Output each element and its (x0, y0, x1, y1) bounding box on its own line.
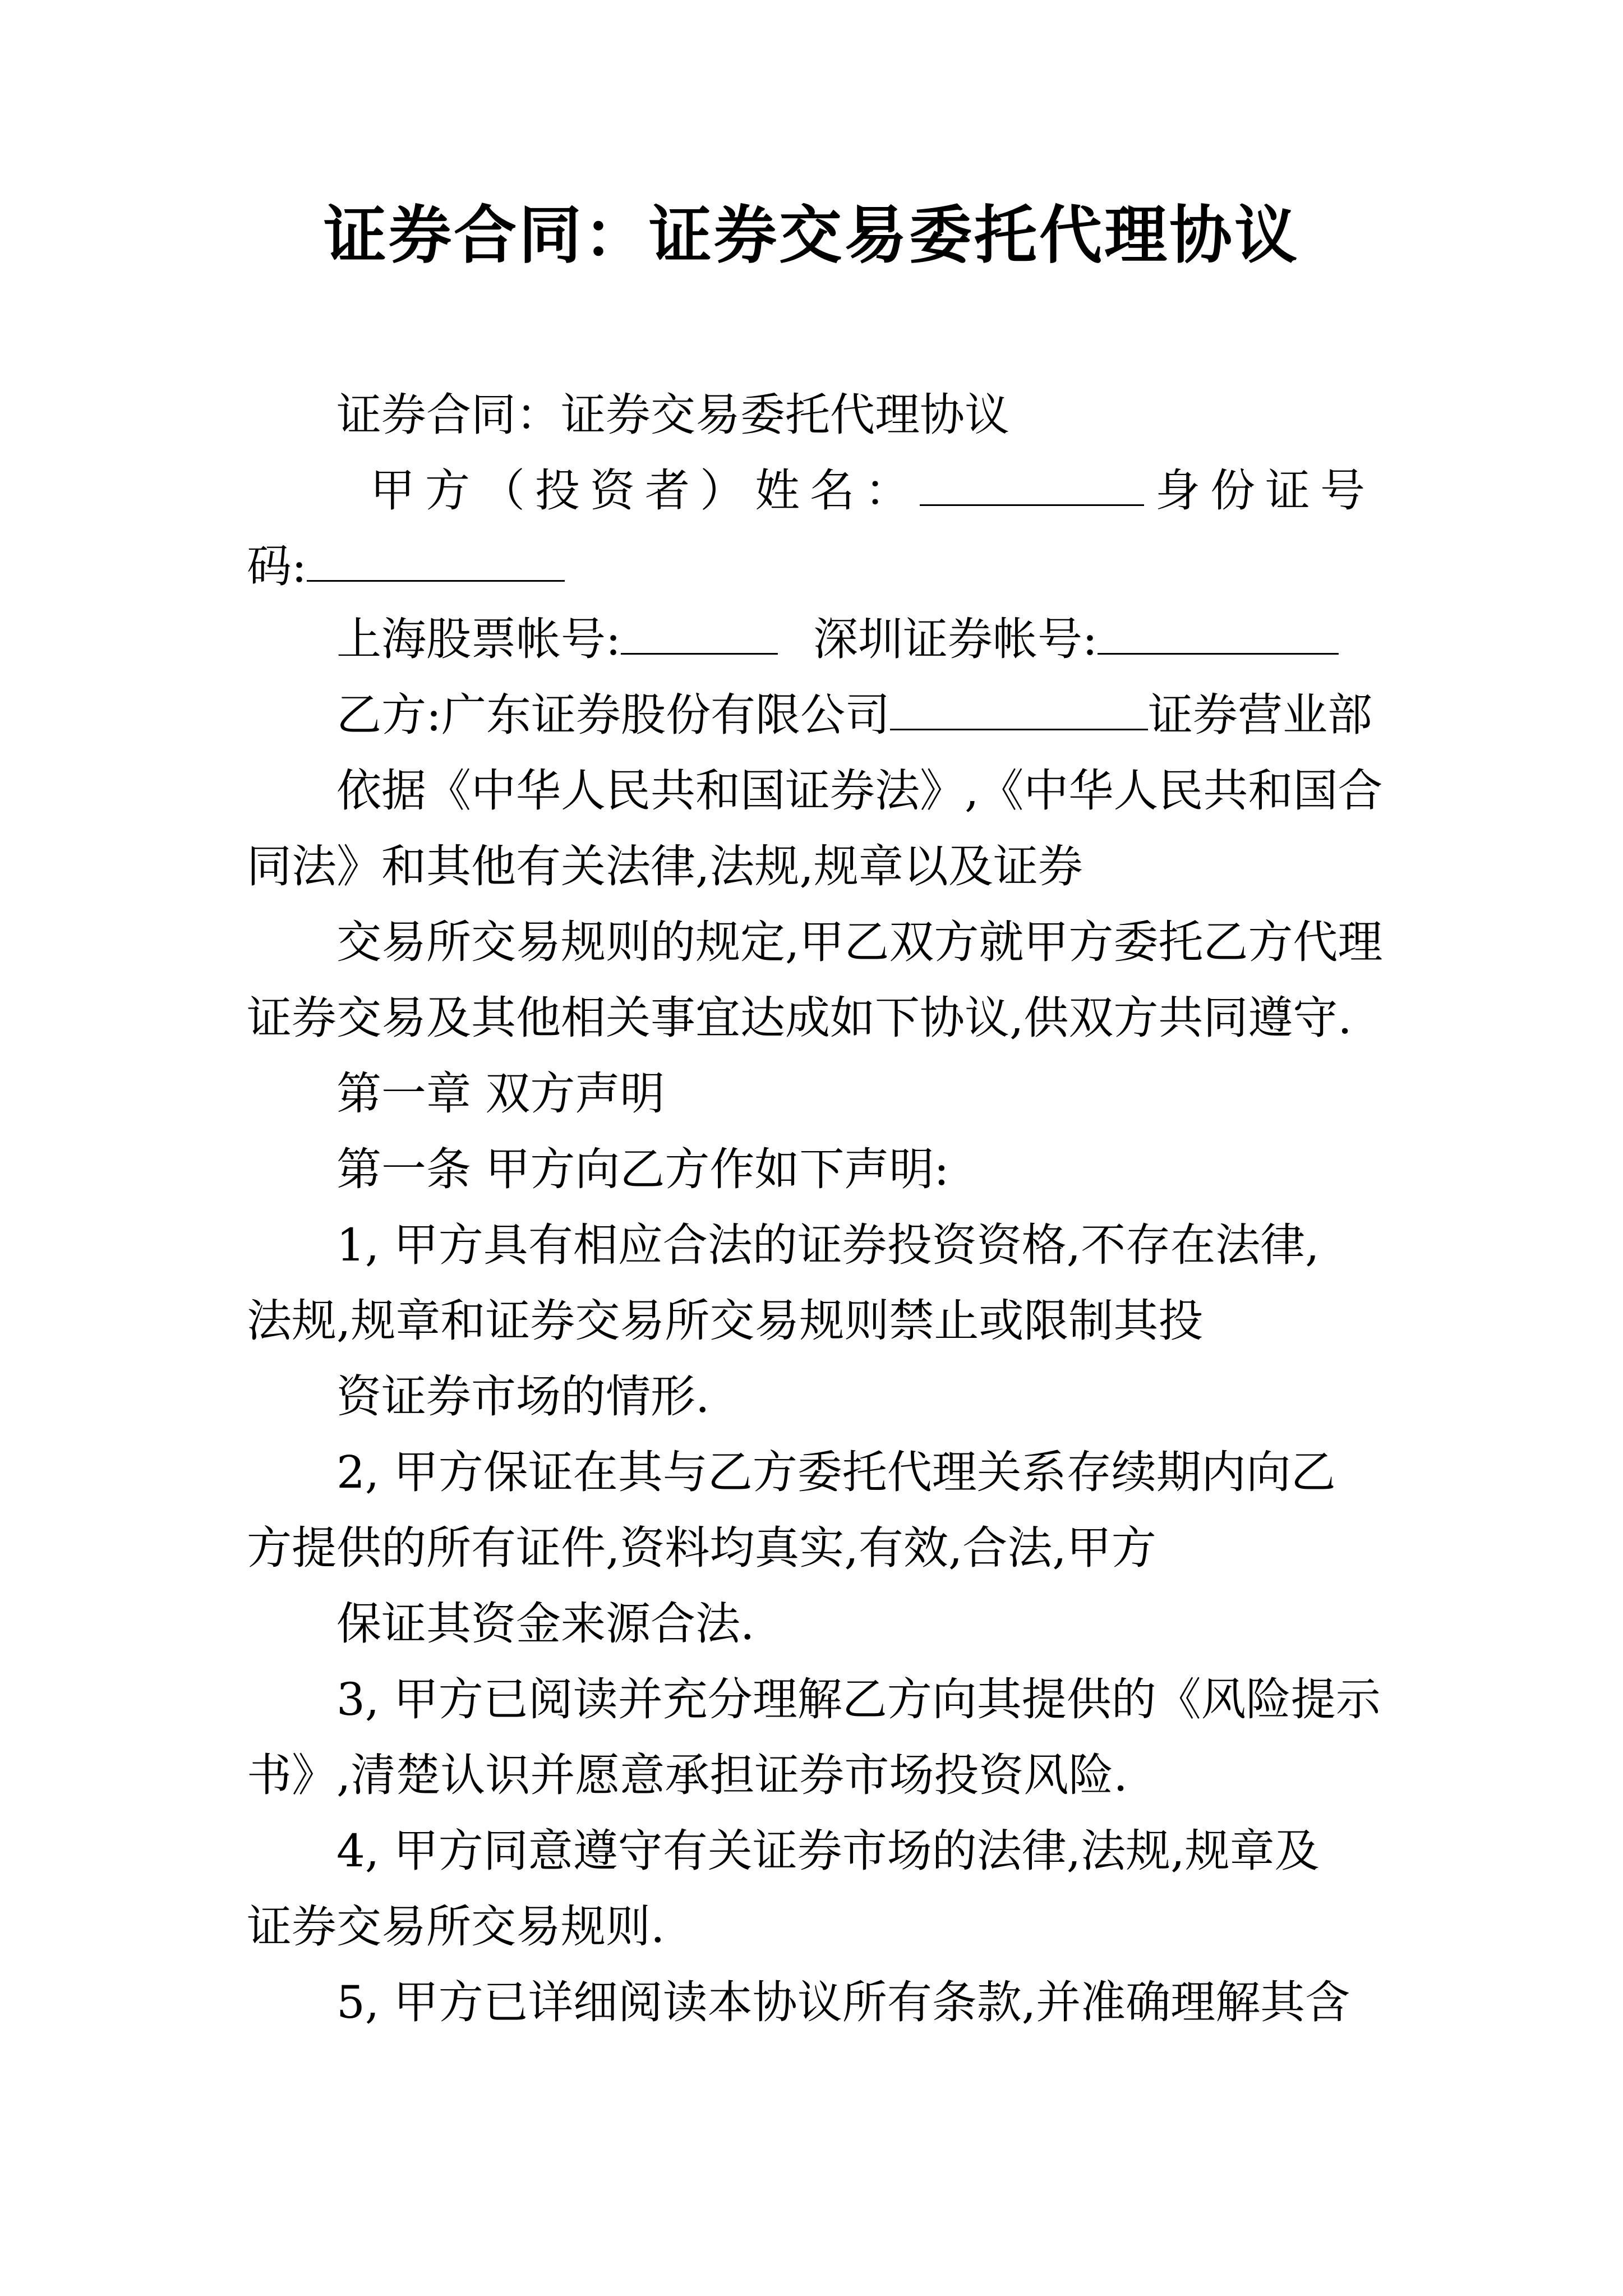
shanghai-account-label: 上海股票帐号: (336, 613, 621, 665)
party-a-name-label: 甲方（投资者）姓名： (370, 464, 920, 517)
clause-line: 证券交易所交易规则. (247, 1901, 665, 1953)
id-number-label: 身份证号 (1155, 464, 1375, 517)
article-heading: 第一条 甲方向乙方作如下声明: (336, 1143, 949, 1195)
clause-line: 资证券市场的情形. (336, 1370, 710, 1423)
party-b-line (336, 684, 1372, 746)
id-number-blank (307, 541, 565, 582)
clause-line: 保证其资金来源合法. (336, 1598, 755, 1650)
subtitle-line: 证券合同：证券交易委托代理协议 (336, 389, 1009, 441)
party-a-name-line (370, 460, 1144, 522)
clause-line: 方提供的所有证件,资料均真实,有效,合法,甲方 (247, 1522, 1156, 1574)
shenzhen-account-label: 深圳证券帐号: (813, 613, 1098, 665)
clause-line: 1, 甲方具有相应合法的证券投资资格,不存在法律, (336, 1219, 1320, 1271)
chapter-heading: 第一章 双方声明 (336, 1068, 665, 1120)
body-line: 交易所交易规则的规定,甲乙双方就甲方委托乙方代理 (336, 916, 1383, 968)
clause-line: 3, 甲方已阅读并充分理解乙方向其提供的《风险提示 (336, 1673, 1381, 1726)
shanghai-account-blank (621, 614, 778, 655)
body-line: 依据《中华人民共和国证券法》,《中华人民共和国合 (336, 765, 1383, 817)
branch-blank (890, 689, 1148, 730)
party-b-label: 乙方:广东证券股份有限公司 (336, 689, 890, 741)
document-title: 证券合同：证券交易委托代理协议 (324, 199, 1299, 272)
clause-line: 2, 甲方保证在其与乙方委托代理关系存续期内向乙 (336, 1446, 1336, 1498)
account-line (336, 609, 778, 670)
shenzhen-account-line (813, 609, 1339, 670)
shenzhen-account-blank (1098, 614, 1339, 655)
body-line: 同法》和其他有关法律,法规,规章以及证券 (247, 840, 1083, 892)
clause-line: 法规,规章和证券交易所交易规则禁止或限制其投 (247, 1295, 1204, 1347)
name-blank (920, 465, 1144, 506)
clause-line: 5, 甲方已详细阅读本协议所有条款,并准确理解其含 (336, 1976, 1350, 2028)
id-number-line (247, 536, 565, 597)
id-number-label-cont: 码: (247, 540, 307, 592)
body-line: 证券交易及其他相关事宜达成如下协议,供双方共同遵守. (247, 992, 1352, 1044)
clause-line: 4, 甲方同意遵守有关证券市场的法律,法规,规章及 (336, 1825, 1320, 1877)
clause-line: 书》,清楚认识并愿意承担证券市场投资风险. (247, 1749, 1128, 1801)
party-b-suffix: 证券营业部 (1147, 689, 1372, 741)
